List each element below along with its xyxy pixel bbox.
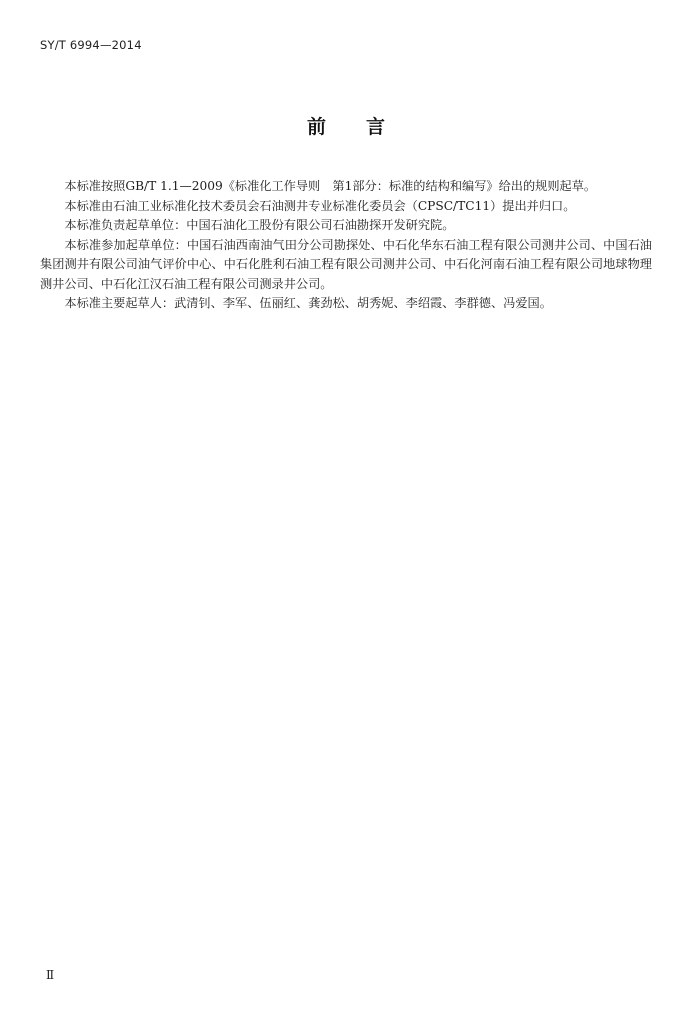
page-title-part1: 前 <box>306 116 326 138</box>
foreword-body <box>40 177 652 314</box>
paragraph-participating-units: 本标准参加起草单位：中国石油西南油气田分公司勘探处、中石化华东石油工程有限公司测井公司、中国石油集团测井有限公司油气评价中心、中石化胜利石油工程有限公司测井公司、中石化河南石油工程有限公司地球物理测井公司、中石化江汉石油工程有限公司测录井公司。 <box>40 237 652 291</box>
paragraph-main-drafters: 本标准主要起草人：武清钊、李军、伍丽红、龚劲松、胡秀妮、李绍霞、李群德、冯爱国。 <box>64 296 552 310</box>
standard-code: SY/T 6994—2014 <box>40 38 142 52</box>
page-title <box>0 112 692 139</box>
paragraph-lead-drafter: 本标准负责起草单位：中国石油化工股份有限公司石油勘探开发研究院。 <box>64 218 455 232</box>
page-title-part2: 言 <box>366 116 386 138</box>
paragraph-drafting-rules: 本标准按照GB/T 1.1—2009《标准化工作导则 第1部分：标准的结构和编写》给出的规则起草。 <box>64 179 597 193</box>
paragraph-proposer: 本标准由石油工业标准化技术委员会石油测井专业标准化委员会（CPSC/TC11）提出并归口。 <box>64 198 576 213</box>
page-number: Ⅱ <box>46 968 55 982</box>
